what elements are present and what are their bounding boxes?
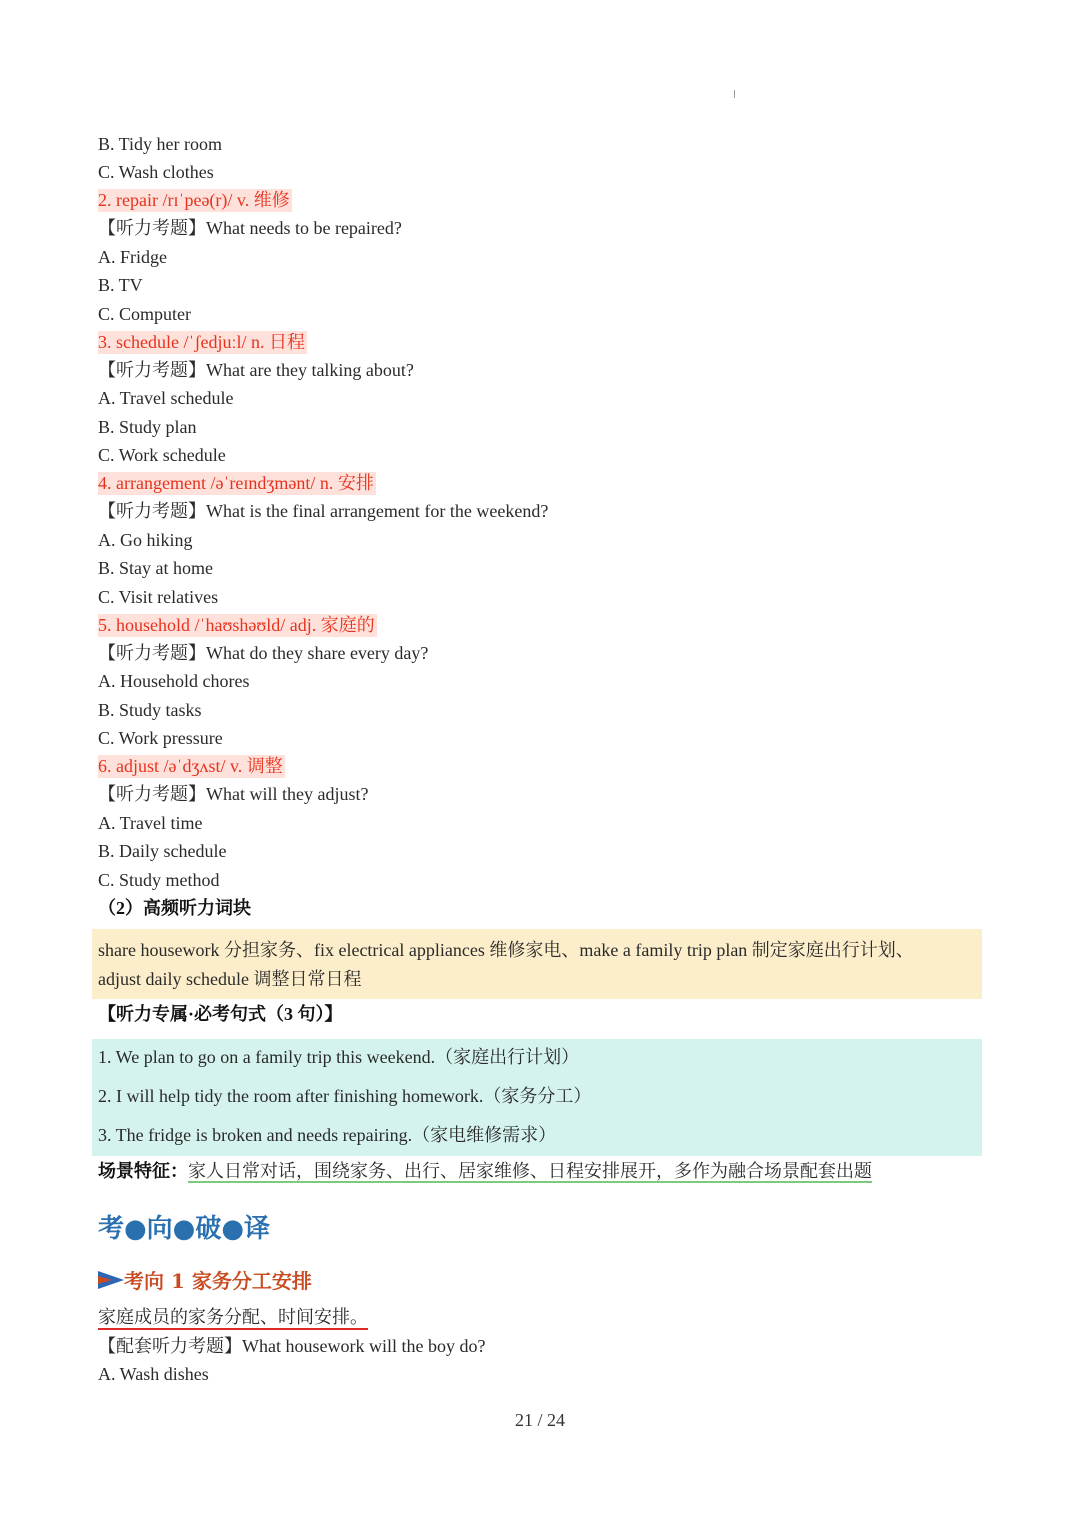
option-line: B. Study tasks bbox=[98, 700, 202, 720]
option-line: A. Household chores bbox=[98, 671, 250, 691]
scene-label: 场景特征： bbox=[98, 1161, 188, 1181]
chunks-line: adjust daily schedule 调整日常日程 bbox=[98, 969, 362, 989]
chunks-heading: （2）高频听力词块 bbox=[98, 898, 251, 918]
option-line: A. Fridge bbox=[98, 247, 167, 267]
vocab-entry bbox=[98, 189, 292, 211]
question-line: 【听力考题】What will they adjust? bbox=[98, 784, 369, 804]
option-line: C. Wash clothes bbox=[98, 162, 214, 182]
option-line: A. Wash dishes bbox=[98, 1364, 209, 1384]
sub-title bbox=[98, 1265, 312, 1294]
vocab-entry bbox=[98, 331, 307, 353]
option-line: A. Go hiking bbox=[98, 530, 193, 550]
option-line: A. Travel schedule bbox=[98, 388, 234, 408]
question-line: 【听力考题】What is the final arrangement for the weekend? bbox=[98, 501, 549, 521]
question-line: 【听力考题】What are they talking about? bbox=[98, 360, 414, 380]
sentence-line: 2. I will help tidy the room after finishing homework.（家务分工） bbox=[98, 1086, 592, 1106]
option-line: B. TV bbox=[98, 275, 143, 295]
vocab-text: 4. arrangement /əˈreɪndʒmənt/ n. 安排 bbox=[98, 473, 374, 493]
vocab-text: 3. schedule /ˈʃedjuːl/ n. 日程 bbox=[98, 332, 305, 352]
option-line: B. Stay at home bbox=[98, 558, 213, 578]
option-line: C. Visit relatives bbox=[98, 587, 219, 607]
scene-line bbox=[98, 1160, 872, 1182]
vocab-entry bbox=[98, 614, 377, 636]
page-number: 21 / 24 bbox=[514, 1410, 565, 1430]
sentence-line: 3. The fridge is broken and needs repairing.（家电维修需求） bbox=[98, 1125, 557, 1145]
scan-mark bbox=[734, 90, 735, 98]
option-line: A. Travel time bbox=[98, 813, 203, 833]
chunks-line: share housework 分担家务、fix electrical appliances 维修家电、make a family trip plan 制定家庭出行计划、 bbox=[98, 940, 914, 960]
option-line: C. Work pressure bbox=[98, 728, 223, 748]
vocab-entry bbox=[98, 472, 376, 494]
scene-text: 家人日常对话，围绕家务、出行、居家维修、日程安排展开，多作为融合场景配套出题 bbox=[188, 1161, 872, 1181]
sub-description-text: 家庭成员的家务分配、时间安排。 bbox=[98, 1307, 368, 1327]
sub-description bbox=[98, 1306, 368, 1328]
play-arrow-icon bbox=[98, 1270, 124, 1290]
option-line: C. Work schedule bbox=[98, 445, 226, 465]
option-line: B. Tidy her room bbox=[98, 134, 223, 154]
vocab-text: 2. repair /rɪˈpeə(r)/ v. 维修 bbox=[98, 190, 290, 210]
vocab-entry bbox=[98, 755, 285, 777]
option-line: B. Daily schedule bbox=[98, 841, 227, 861]
vocab-text: 5. household /ˈhaʊshəʊld/ adj. 家庭的 bbox=[98, 615, 375, 635]
option-line: B. Study plan bbox=[98, 417, 197, 437]
section-title: 考●向●破●译 bbox=[98, 1214, 271, 1244]
vocab-text: 6. adjust /əˈdʒʌst/ v. 调整 bbox=[98, 756, 283, 776]
option-line: C. Study method bbox=[98, 870, 220, 890]
question-line: 【配套听力考题】What housework will the boy do? bbox=[98, 1336, 486, 1356]
sentence-line: 1. We plan to go on a family trip this weekend.（家庭出行计划） bbox=[98, 1047, 580, 1067]
question-line: 【听力考题】What do they share every day? bbox=[98, 643, 429, 663]
option-line: C. Computer bbox=[98, 304, 191, 324]
sentences-heading: 【听力专属·必考句式（3 句）】 bbox=[98, 1004, 343, 1024]
sub-title-text: 考向 1 家务分工安排 bbox=[124, 1269, 312, 1293]
question-line: 【听力考题】What needs to be repaired? bbox=[98, 218, 402, 238]
